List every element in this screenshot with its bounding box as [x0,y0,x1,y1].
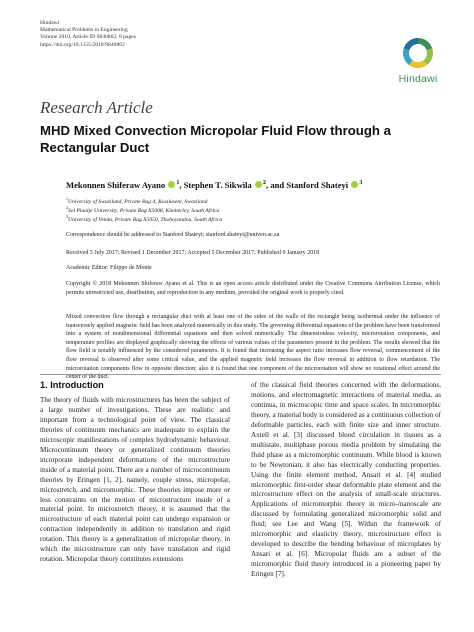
affiliation-mark: 1 [66,197,68,202]
author-list [66,180,362,190]
publisher-logo [392,34,444,94]
body-column-left: The theory of fluids with microstructures has been the subject of a large number of investigations. These are realistic and important from a technological point of view. The classical theories of continuum mechanics are inadequate to explain the microscopic manifestations of complex hydrodynamic behaviour. Microcontinuum theory or generalized continuum theories incorporate independent deformations of the microstructure inside of a material point. There are a number of microcontinuum theories by Eringen [1, 2], namely, couple stress, micropolar, microstretch, and micromorphic. These theories impose more or less constraints on the motion of microstructure inside of a material point. In microstretch theory, it is assumed that the microstructure of each material point can undergo expansion or contraction independently in addition to translation and rigid rotation. This theory is a generalization of micropolar theory, in which the microstructure can only have translation and rigid rotation. Micropolar theory constitutes extensions [40,396,230,564]
orcid-icon[interactable] [168,181,175,188]
author-affiliation-mark: 3 [359,180,363,187]
article-type: Research Article [40,98,153,117]
affiliation [66,198,222,207]
divider [40,374,441,375]
journal-volume: Volume 2018, Article ID 9840862, 8 pages [40,34,136,41]
logo-wordmark: Hindawi [398,73,438,85]
academic-editor: Academic Editor: Filippo de Monte [66,265,152,271]
author-name: Stanford Shateyi [286,180,349,190]
author-name: Mekonnen Shiferaw Ayano [66,180,166,190]
author-name: Stephen T. Sikwila [183,180,252,190]
journal-publisher: Hindawi [40,20,60,26]
affiliation-text: University of Venda, Private Bag X5050, Thohoyandou, South Africa [67,217,223,223]
affiliation-mark: 2 [66,206,68,211]
affiliation-text: Sol Plaatje University, Private Bag X5008, Kimberley, South Africa [67,208,220,214]
article-dates: Received 5 July 2017; Revised 1 December 2017; Accepted 5 December 2017; Published 9 January 2018 [66,250,320,256]
affiliation [66,216,222,225]
correspondence: Correspondence should be addressed to Stanford Shateyi; stanford.shateyi@univen.ac.za [66,232,280,238]
affiliations [66,198,222,225]
journal-info [40,20,136,49]
orcid-icon[interactable] [351,181,358,188]
author-affiliation-mark: 2 [263,180,267,187]
hindawi-logo-icon [392,34,444,72]
author-separator: , [179,180,182,190]
affiliation-text: University of Swaziland, Private Bag 4, Kwaluseni, Swaziland [67,199,208,205]
affiliation [66,207,222,216]
journal-name: Mathematical Problems in Engineering [40,27,128,34]
author-affiliation-mark: 1 [176,180,180,187]
body-column-right: of the classical field theories concerned with the deformations, motions, and electromagnetic interactions of material media, as continua, in microscopic time and space scales. In micromorphic theory, a material body is considered as a continuous collection of deformable particles, each with finite size and inner structure. Axtell et al. [3] discussed blood circulation in tissues as a multistate, multiphase porous media problem by simulating the fluid phase as a micromorphic continuum. While blood is known to be Newtonian, it also has electrically conducting properties. Using the finite element method, Ansari et al. [4] studied micromorphic first-order shear deformable plate element and the microstructure effect on the analysis of small-scale structures. Applications of micromorphic theory in micro-/nanoscale are discussed by formulating generalized micromorphic solid and fluid; see Lee and Wang [5]. Within the framework of micromorphic and elasticity theory, microstructure effect is developed to describe the bending behaviour of microplates by Ansari et al. [6]. Micropolar fluids are a subset of the micromorphic fluid theory introduced in a pioneering paper by Eringen [7]. [251,381,441,579]
abstract: Mixed convection flow through a rectangular duct with at least one of the sides of the walls of the rectangle being isothermal under the influence of transversely applied magnetic field has been analyzed numerically in this study. The governing differential equations of the problem have been transformed into a system of nondimensional differential equations and then solved numerically. The dimensionless velocity, microrotation components, and temperature profiles are displayed graphically showing the effects of various values of the parameters present in the problem. The results showed that the flow field is notably influenced by the considered parameters. It is found that increasing the aspect ratio increases flow reversal, commencement of the flow reversal is observed after some critical value, and the applied magnetic field increases the flow reversal in addition to flow retardation. The microrotation components flow in opposite direction; also it is found that one component of the microrotation will show no rotational effect around the center of the duct. [66,314,440,381]
journal-doi[interactable]: https://doi.org/10.1155/2018/9840862 [40,41,125,48]
author-conjunction: and [270,180,285,190]
section-heading: 1. Introduction [40,380,104,390]
article-title: MHD Mixed Convection Micropolar Fluid Flow through a Rectangular Duct [40,123,391,155]
author-separator: , [266,180,269,190]
orcid-icon[interactable] [255,181,262,188]
copyright-notice: Copyright © 2018 Mekonnen Shiferaw Ayano et al. This is an open access article distributed under the Creative Commons Attribution License, which permits unrestricted use, distribution, and reproduction in any medium, provided the original work is properly cited. [66,281,440,296]
affiliation-mark: 3 [66,215,68,220]
